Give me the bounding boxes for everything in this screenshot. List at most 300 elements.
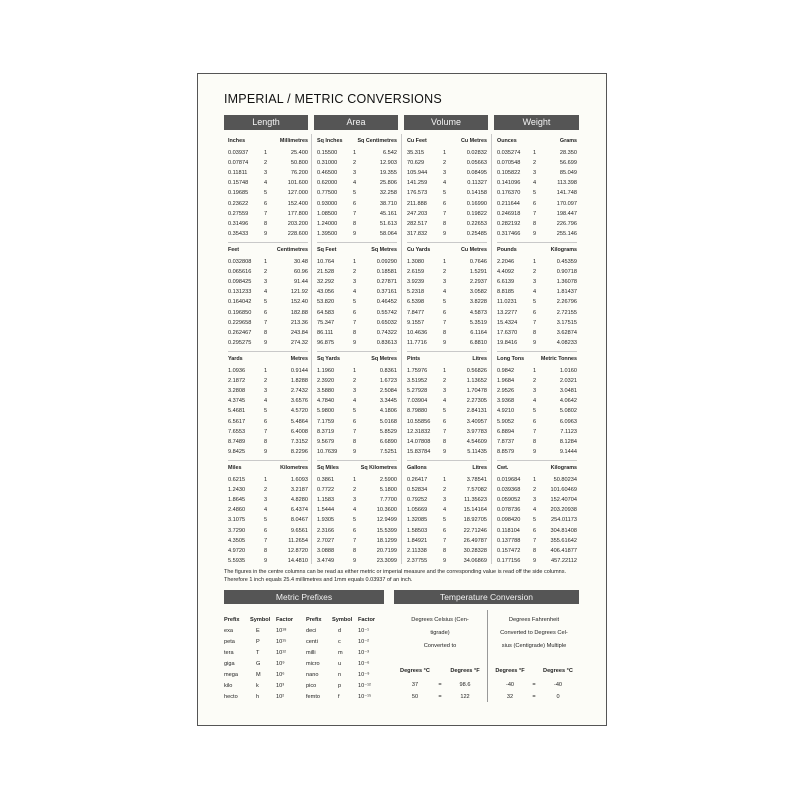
left-value: 0.03937 bbox=[228, 150, 249, 157]
centre-value: 9 bbox=[353, 230, 357, 237]
table-row bbox=[497, 536, 577, 546]
prefix-cell: nano bbox=[306, 671, 319, 678]
centre-value: 3 bbox=[264, 497, 268, 504]
table-row bbox=[228, 515, 308, 525]
left-value: 1.39500 bbox=[317, 230, 338, 237]
centre-value: 7 bbox=[533, 319, 537, 326]
right-value: 50.800 bbox=[290, 160, 308, 167]
col-header: Degrees °C bbox=[543, 668, 573, 674]
centre-value: 7 bbox=[533, 210, 537, 217]
table-row bbox=[407, 546, 487, 556]
conversion-block bbox=[228, 461, 308, 570]
prefix-cell: tera bbox=[224, 649, 234, 656]
left-value: 5.5935 bbox=[228, 557, 246, 564]
left-value: 32.292 bbox=[317, 279, 335, 286]
centre-value: 1 bbox=[533, 259, 537, 266]
right-value: 38.710 bbox=[379, 200, 397, 207]
left-value: 2.11338 bbox=[407, 547, 427, 554]
right-value: 8.1284 bbox=[559, 438, 577, 445]
right-value: 254.01173 bbox=[550, 517, 577, 524]
left-value: 0.137788 bbox=[497, 537, 521, 544]
right-value: 5.4864 bbox=[290, 418, 308, 425]
table-row bbox=[228, 416, 308, 426]
right-value: 4.0642 bbox=[559, 398, 577, 405]
block-header bbox=[497, 243, 577, 257]
prefix-cell: G bbox=[256, 660, 261, 667]
centre-value: 1 bbox=[533, 368, 537, 375]
centre-value: 3 bbox=[353, 497, 357, 504]
right-value: 60.96 bbox=[294, 269, 308, 276]
centre-value: 3 bbox=[264, 170, 268, 177]
table-row bbox=[317, 277, 397, 287]
table-row bbox=[497, 386, 577, 396]
conversion-card bbox=[197, 73, 607, 726]
table-row bbox=[228, 338, 308, 348]
prefix-cell: E bbox=[256, 627, 260, 634]
left-value: 4.9210 bbox=[497, 408, 515, 415]
prefix-cell: exa bbox=[224, 627, 234, 634]
left-value: 3.1075 bbox=[228, 517, 246, 524]
left-value: 0.176370 bbox=[497, 190, 521, 197]
conversion-block bbox=[497, 352, 577, 461]
volume-column bbox=[407, 134, 487, 570]
prefix-cell: T bbox=[256, 649, 260, 656]
block-header bbox=[317, 461, 397, 475]
centre-value: 9 bbox=[443, 339, 447, 346]
left-value: 2.3920 bbox=[317, 378, 335, 385]
block-header bbox=[497, 461, 577, 475]
right-value: 3.2187 bbox=[290, 487, 308, 494]
right-value: 4.8280 bbox=[290, 497, 308, 504]
centre-value: 4 bbox=[443, 289, 447, 296]
desc-line: Converted to bbox=[423, 643, 457, 649]
right-value: 198.447 bbox=[556, 210, 577, 217]
right-value: 4.1806 bbox=[379, 408, 397, 415]
right-value: 0.02832 bbox=[466, 150, 487, 157]
left-value: 1.9305 bbox=[317, 517, 335, 524]
conversion-block bbox=[497, 461, 577, 570]
left-value: 5.9052 bbox=[497, 418, 515, 425]
right-value: 0.27871 bbox=[376, 279, 397, 286]
table-row bbox=[317, 475, 397, 485]
left-value: 0.26417 bbox=[407, 477, 428, 484]
right-value: 4.54609 bbox=[466, 438, 487, 445]
table-row bbox=[407, 416, 487, 426]
left-value: 70.629 bbox=[407, 160, 425, 167]
fahrenheit-description bbox=[490, 614, 578, 653]
table-row bbox=[317, 515, 397, 525]
table-row bbox=[317, 148, 397, 158]
centre-value: 6 bbox=[264, 418, 268, 425]
right-value: 0.65032 bbox=[376, 319, 397, 326]
centre-value: 6 bbox=[533, 309, 537, 316]
table-row bbox=[407, 396, 487, 406]
right-value: 6.0963 bbox=[559, 418, 577, 425]
right-value: 182.88 bbox=[290, 309, 308, 316]
left-value: 17.6370 bbox=[497, 329, 518, 336]
centre-value: 8 bbox=[443, 547, 447, 554]
right-value: 14.4810 bbox=[287, 557, 308, 564]
left-value: 10.7639 bbox=[317, 448, 338, 455]
centre-value: 2 bbox=[443, 269, 447, 276]
left-value: 0.211644 bbox=[497, 200, 520, 207]
centre-value: 4 bbox=[264, 398, 268, 405]
weight-column bbox=[497, 134, 577, 570]
area-column bbox=[317, 134, 397, 570]
prefix-cell: h bbox=[256, 693, 260, 700]
table-row bbox=[407, 376, 487, 386]
prefix-cell: P bbox=[256, 638, 260, 645]
table-row bbox=[228, 386, 308, 396]
left-value: 1.32085 bbox=[407, 517, 428, 524]
right-value: 0.46452 bbox=[376, 299, 397, 306]
table-row bbox=[228, 447, 308, 457]
right-value: 304.81408 bbox=[550, 527, 577, 534]
left-value: 9.1557 bbox=[407, 319, 425, 326]
centre-value: 3 bbox=[443, 279, 447, 286]
right-value: 85.049 bbox=[559, 170, 577, 177]
prefix-row bbox=[224, 636, 384, 647]
unit-left: Cu Feet bbox=[407, 138, 427, 144]
right-value: 406.41877 bbox=[550, 547, 577, 554]
centre-value: 2 bbox=[264, 269, 268, 276]
table-row bbox=[228, 267, 308, 277]
table-row bbox=[497, 318, 577, 328]
prefix-cell: 10¹⁵ bbox=[276, 638, 287, 645]
left-value: 105.944 bbox=[407, 170, 428, 177]
table-row bbox=[407, 447, 487, 457]
prefix-cell: m bbox=[338, 649, 343, 656]
right-value: 9.6561 bbox=[290, 527, 308, 534]
table-row bbox=[407, 366, 487, 376]
left-value: 0.77500 bbox=[317, 190, 338, 197]
centre-value: 5 bbox=[443, 190, 447, 197]
prefix-row bbox=[224, 625, 384, 636]
prefix-cell: micro bbox=[306, 660, 320, 667]
centre-value: 1 bbox=[353, 150, 357, 157]
col-header: Symbol bbox=[250, 616, 271, 623]
right-value: 45.161 bbox=[379, 210, 397, 217]
centre-value: 9 bbox=[264, 448, 268, 455]
unit-left: Ounces bbox=[497, 138, 517, 144]
centre-value: 8 bbox=[443, 329, 447, 336]
table-row bbox=[407, 148, 487, 158]
left-value: 2.4860 bbox=[228, 507, 246, 514]
centre-value: 4 bbox=[264, 180, 268, 187]
table-row bbox=[228, 257, 308, 267]
right-value: 2.2937 bbox=[469, 279, 487, 286]
conversion-block bbox=[317, 352, 397, 461]
table-row bbox=[228, 328, 308, 338]
left-value: 141.259 bbox=[407, 180, 428, 187]
left-value: 0.295275 bbox=[228, 339, 252, 346]
centre-value: 8 bbox=[353, 220, 357, 227]
right-value: 2.7432 bbox=[290, 388, 308, 395]
unit-left: Sq Miles bbox=[317, 465, 339, 471]
centre-value: 8 bbox=[353, 438, 357, 445]
left-value: 7.1759 bbox=[317, 418, 335, 425]
table-row bbox=[407, 515, 487, 525]
table-row bbox=[497, 219, 577, 229]
centre-value: 5 bbox=[353, 517, 357, 524]
table-row bbox=[407, 505, 487, 515]
table-row bbox=[317, 257, 397, 267]
prefix-row bbox=[224, 647, 384, 658]
centre-value: 1 bbox=[443, 477, 447, 484]
right-value: 255.146 bbox=[556, 230, 577, 237]
centre-value: 1 bbox=[533, 477, 537, 484]
table-row bbox=[317, 328, 397, 338]
centre-value: 4 bbox=[264, 289, 268, 296]
left-value: 1.5444 bbox=[317, 507, 335, 514]
left-value: 9.8425 bbox=[228, 448, 246, 455]
prefix-cell: mega bbox=[224, 671, 238, 678]
table-row bbox=[317, 546, 397, 556]
centre-value: 7 bbox=[264, 319, 268, 326]
temp-cell: = bbox=[438, 682, 442, 688]
left-value: 9.5679 bbox=[317, 438, 335, 445]
left-value: 8.8185 bbox=[497, 289, 515, 296]
right-value: 228.600 bbox=[287, 230, 308, 237]
centre-value: 2 bbox=[533, 269, 537, 276]
prefix-cell: hecto bbox=[224, 693, 238, 700]
table-row bbox=[407, 338, 487, 348]
right-value: 10.3600 bbox=[376, 507, 397, 514]
centre-value: 9 bbox=[264, 557, 268, 564]
centre-value: 7 bbox=[353, 210, 357, 217]
left-value: 4.7840 bbox=[317, 398, 335, 405]
table-row bbox=[317, 366, 397, 376]
length-column bbox=[228, 134, 308, 570]
left-value: 0.065616 bbox=[228, 269, 252, 276]
centre-value: 7 bbox=[443, 210, 447, 217]
left-value: 96.875 bbox=[317, 339, 335, 346]
prefix-cell: p bbox=[338, 682, 342, 689]
table-row bbox=[317, 525, 397, 535]
table-row bbox=[497, 148, 577, 158]
left-value: 7.8477 bbox=[407, 309, 425, 316]
right-value: 56.699 bbox=[559, 160, 577, 167]
left-value: 0.164042 bbox=[228, 299, 252, 306]
right-value: 5.0168 bbox=[379, 418, 397, 425]
conversion-block bbox=[407, 243, 487, 352]
centre-value: 4 bbox=[353, 180, 357, 187]
col-header: Prefix bbox=[306, 616, 322, 623]
right-value: 1.8288 bbox=[290, 378, 308, 385]
right-value: 26.49787 bbox=[463, 537, 487, 544]
table-row bbox=[228, 277, 308, 287]
unit-right: Cu Metres bbox=[460, 138, 487, 144]
centre-value: 1 bbox=[353, 368, 357, 375]
temp-cell: 50 bbox=[411, 694, 419, 700]
left-value: 5.9800 bbox=[317, 408, 335, 415]
unit-left: Yards bbox=[228, 356, 243, 362]
right-value: 1.13652 bbox=[466, 378, 487, 385]
left-value: 11.7716 bbox=[407, 339, 427, 346]
centre-value: 9 bbox=[264, 339, 268, 346]
table-row bbox=[497, 437, 577, 447]
table-row bbox=[407, 475, 487, 485]
table-row bbox=[228, 376, 308, 386]
left-value: 5.2318 bbox=[407, 289, 425, 296]
centre-value: 5 bbox=[443, 517, 447, 524]
conversion-block bbox=[407, 461, 487, 570]
footnote: The figures in the centre columns can be read as either metric or imperial measure and the corresponding value is read off the side columns. Therefore 1 inch equals 25.4 millimetres and 1mm equals 0.03937 of an inch. bbox=[224, 569, 566, 583]
block-header bbox=[228, 352, 308, 366]
prefix-cell: u bbox=[338, 660, 342, 667]
left-value: 2.37755 bbox=[407, 557, 428, 564]
centre-value: 8 bbox=[533, 438, 537, 445]
unit-left: Long Tons bbox=[497, 356, 525, 362]
table-row bbox=[317, 338, 397, 348]
left-value: 0.032808 bbox=[228, 259, 252, 266]
right-value: 0.9144 bbox=[290, 368, 308, 375]
desc-line: Converted to Degrees Cel- bbox=[500, 630, 568, 636]
left-value: 0.039368 bbox=[497, 487, 521, 494]
prefix-cell: 10⁻⁹ bbox=[358, 671, 370, 678]
unit-left: Sq Yards bbox=[317, 356, 340, 362]
left-value: 0.3861 bbox=[317, 477, 335, 484]
unit-left: Inches bbox=[228, 138, 246, 144]
conversion-block bbox=[228, 134, 308, 243]
right-value: 3.0582 bbox=[469, 289, 487, 296]
centre-value: 9 bbox=[353, 339, 357, 346]
left-value: 21.528 bbox=[317, 269, 335, 276]
left-value: 0.9842 bbox=[497, 368, 515, 375]
centre-value: 6 bbox=[264, 527, 268, 534]
table-row bbox=[317, 386, 397, 396]
centre-value: 3 bbox=[443, 497, 447, 504]
right-value: 0.22653 bbox=[466, 220, 487, 227]
right-value: 91.44 bbox=[294, 279, 308, 286]
centre-value: 7 bbox=[443, 319, 447, 326]
table-row bbox=[407, 178, 487, 188]
right-value: 5.11435 bbox=[467, 448, 487, 455]
left-value: 3.5880 bbox=[317, 388, 335, 395]
table-row bbox=[407, 437, 487, 447]
centre-value: 7 bbox=[353, 319, 357, 326]
block-header bbox=[497, 134, 577, 148]
right-value: 0.74322 bbox=[376, 329, 397, 336]
table-row bbox=[228, 525, 308, 535]
centre-value: 3 bbox=[353, 170, 357, 177]
table-row bbox=[497, 505, 577, 515]
centre-value: 4 bbox=[533, 289, 537, 296]
centre-value: 4 bbox=[353, 507, 357, 514]
block-header bbox=[228, 134, 308, 148]
centre-value: 6 bbox=[533, 200, 537, 207]
table-row bbox=[228, 495, 308, 505]
right-value: 3.0481 bbox=[559, 388, 577, 395]
right-value: 5.0802 bbox=[559, 408, 577, 415]
right-value: 50.80234 bbox=[553, 477, 577, 484]
centre-value: 7 bbox=[533, 537, 537, 544]
right-value: 213.36 bbox=[290, 319, 308, 326]
centre-value: 6 bbox=[443, 309, 447, 316]
left-value: 0.7722 bbox=[317, 487, 335, 494]
table-row bbox=[317, 406, 397, 416]
centre-value: 9 bbox=[533, 339, 537, 346]
block-header bbox=[317, 352, 397, 366]
table-row bbox=[407, 188, 487, 198]
right-value: 0.11327 bbox=[467, 180, 487, 187]
right-value: 20.7199 bbox=[376, 547, 397, 554]
centre-value: 4 bbox=[443, 180, 447, 187]
table-row bbox=[228, 168, 308, 178]
temp-cell: = bbox=[532, 682, 536, 688]
unit-left: Miles bbox=[228, 465, 242, 471]
centre-value: 6 bbox=[353, 309, 357, 316]
right-value: 15.5399 bbox=[376, 527, 397, 534]
table-row bbox=[407, 328, 487, 338]
right-value: 0.16990 bbox=[466, 200, 487, 207]
left-value: 0.15748 bbox=[228, 180, 249, 187]
table-row bbox=[317, 505, 397, 515]
left-value: 0.157472 bbox=[497, 547, 521, 554]
right-value: 2.27305 bbox=[466, 398, 487, 405]
left-value: 7.8737 bbox=[497, 438, 515, 445]
left-value: 8.79880 bbox=[407, 408, 428, 415]
right-value: 0.08495 bbox=[466, 170, 487, 177]
left-value: 1.58503 bbox=[407, 527, 428, 534]
temp-cell: = bbox=[532, 694, 536, 700]
block-header bbox=[407, 461, 487, 475]
table-row bbox=[228, 505, 308, 515]
right-value: 1.81437 bbox=[556, 289, 577, 296]
table-row bbox=[228, 485, 308, 495]
right-value: 2.5084 bbox=[379, 388, 397, 395]
right-value: 0.37161 bbox=[376, 289, 397, 296]
left-value: 2.9526 bbox=[497, 388, 515, 395]
left-value: 35.315 bbox=[407, 150, 425, 157]
table-row bbox=[407, 219, 487, 229]
table-row bbox=[497, 427, 577, 437]
right-value: 6.1164 bbox=[470, 329, 487, 336]
centre-value: 5 bbox=[264, 190, 268, 197]
right-value: 3.97783 bbox=[466, 428, 487, 435]
centre-value: 8 bbox=[443, 220, 447, 227]
table-row bbox=[497, 158, 577, 168]
left-value: 0.070548 bbox=[497, 160, 521, 167]
left-value: 75.347 bbox=[317, 319, 335, 326]
prefix-cell: 10¹⁸ bbox=[276, 627, 287, 634]
table-row bbox=[497, 328, 577, 338]
right-value: 1.70478 bbox=[466, 388, 487, 395]
prefix-cell: pico bbox=[306, 682, 317, 689]
left-value: 5.4681 bbox=[228, 408, 246, 415]
right-value: 6.8810 bbox=[469, 339, 487, 346]
centre-value: 1 bbox=[443, 259, 447, 266]
right-value: 76.200 bbox=[290, 170, 308, 177]
left-value: 19.8416 bbox=[497, 339, 518, 346]
table-row bbox=[228, 178, 308, 188]
conversion-block bbox=[228, 243, 308, 352]
left-value: 10.55856 bbox=[407, 418, 431, 425]
left-value: 0.07874 bbox=[228, 160, 249, 167]
left-value: 0.177156 bbox=[497, 557, 521, 564]
column-divider bbox=[311, 134, 312, 564]
block-header bbox=[228, 461, 308, 475]
prefix-row bbox=[224, 658, 384, 669]
table-row bbox=[497, 515, 577, 525]
left-value: 0.141096 bbox=[497, 180, 521, 187]
right-value: 32.258 bbox=[379, 190, 397, 197]
right-value: 3.8228 bbox=[469, 299, 487, 306]
centre-value: 7 bbox=[264, 537, 268, 544]
prefix-cell: c bbox=[338, 638, 341, 645]
left-value: 4.3745 bbox=[228, 398, 246, 405]
left-value: 0.46500 bbox=[317, 170, 338, 177]
